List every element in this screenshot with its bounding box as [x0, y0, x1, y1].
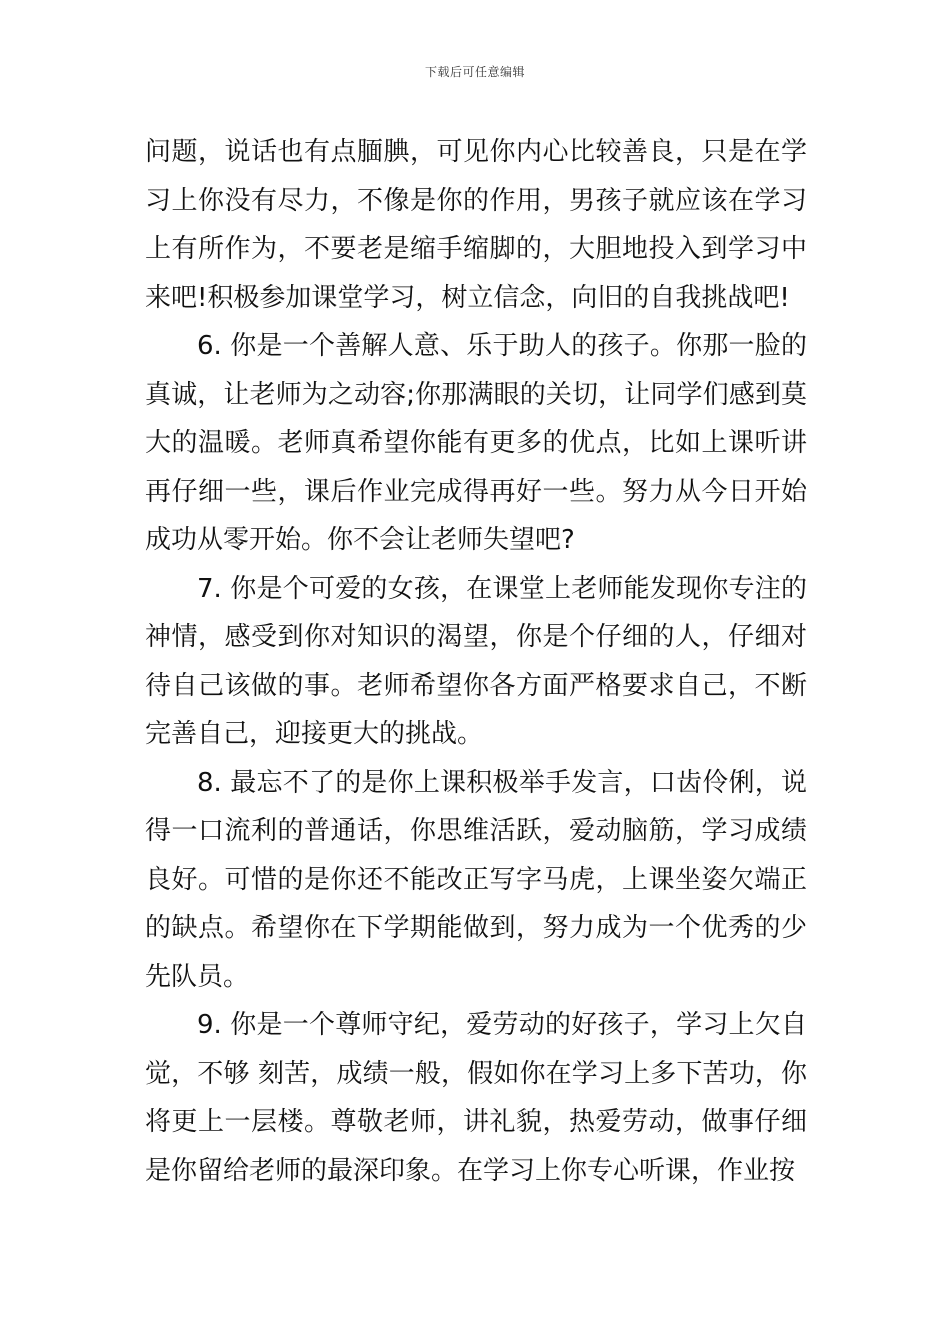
header-note: 下载后可任意编辑 — [424, 65, 525, 79]
paragraph-item-9: 9. 你是一个尊师守纪，爱劳动的好孩子，学习上欠自觉，不够 刻苦，成绩一般，假如你在学习上多下苦功，你将更上一层楼。尊敬老师，讲礼貌，热爱劳动，做事仔细是你留给老师的最深印象。在学习上你专心听课，作业按 — [145, 1010, 807, 1186]
paragraph-item-7: 7. 你是个可爱的女孩，在课堂上老师能发现你专注的神情，感受到你对知识的渴望，你是个仔细的人，仔细对待自己该做的事。老师希望你各方面严格要求自己，不断完善自己，迎接更大的挑战。 — [145, 573, 807, 749]
document-body — [145, 128, 807, 1195]
paragraph-continuation: 问题，说话也有点腼腆，可见你内心比较善良，只是在学习上你没有尽力，不像是你的作用，男孩子就应该在学习上有所作为，不要老是缩手缩脚的，大胆地投入到学习中来吧!积极参加课堂学习，树立信念，向旧的自我挑战吧! — [145, 137, 807, 313]
paragraph-item-6: 6. 你是一个善解人意、乐于助人的孩子。你那一脸的真诚，让老师为之动容;你那满眼的关切，让同学们感到莫大的温暖。老师真希望你能有更多的优点，比如上课听讲再仔细一些，课后作业完成得再好一些。努力从今日开始成功从零开始。你不会让老师失望吧? — [145, 331, 807, 555]
paragraph-item-8: 8. 最忘不了的是你上课积极举手发言，口齿伶俐，说得一口流利的普通话，你思维活跃，爱动脑筋，学习成绩良好。可惜的是你还不能改正写字马虎，上课坐姿欠端正的缺点。希望你在下学期能做到，努力成为一个优秀的少先队员。 — [145, 767, 807, 992]
